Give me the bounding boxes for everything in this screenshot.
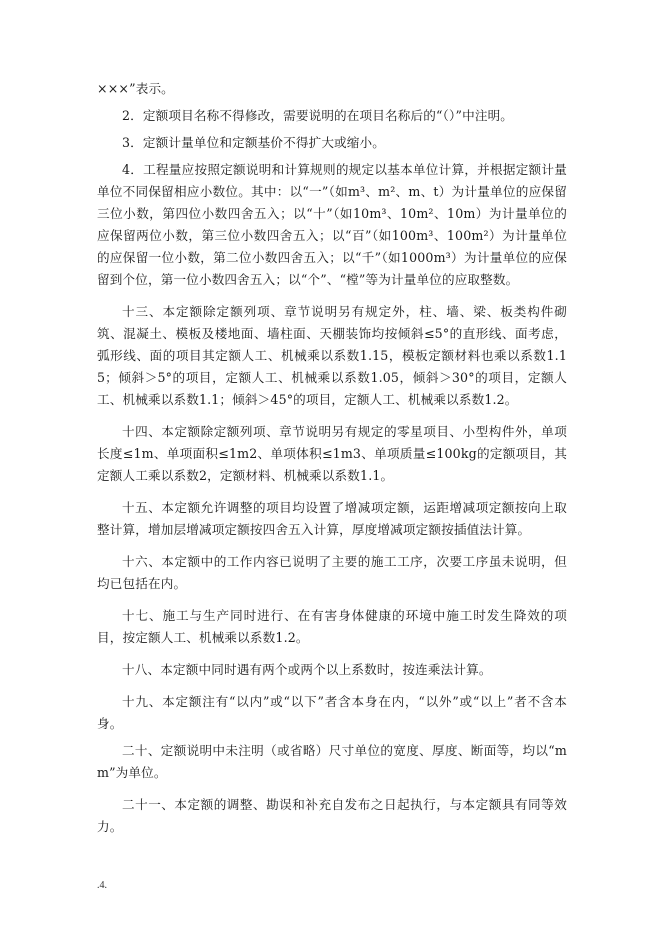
paragraph-section-19: 十九、本定额注有“以内”或“以下”者含本身在内，“以外”或“以上”者不含本身。 <box>97 694 567 731</box>
paragraph-section-20: 二十、定额说明中未注明（或省略）尺寸单位的宽度、厚度、断面等，均以“mm”为单位。 <box>97 743 567 780</box>
paragraph-item-2: 2．定额项目名称不得修改，需要说明的在项目名称后的“（）”中注明。 <box>122 108 514 123</box>
paragraph-section-15: 十五、本定额允许调整的项目均设置了增减项定额，运距增减项定额按向上取整计算，增加层增减项定额按四舍五入计算，厚度增减项定额按插值法计算。 <box>97 500 567 537</box>
page-number: .4. <box>97 880 107 891</box>
paragraph-section-21: 二十一、本定额的调整、勘误和补充自发布之日起执行，与本定额具有同等效力。 <box>97 797 567 834</box>
paragraph-section-13: 十三、本定额除定额列项、章节说明另有规定外，柱、墙、梁、板类构件砌筑、混凝土、模板及楼地面、墙柱面、天棚装饰均按倾斜≤5°的直形线、面考虑，弧形线、面的项目其定额人工、机械乘以系数1.15，模板定额材料也乘以系数1.15；倾斜＞5°的项目，定额人工、机械乘以系数1.05，倾斜＞30°的项目，定额人工、机械乘以系数1.1；倾斜＞45°的项目，定额人工、机械乘以系数1.2。 <box>97 304 567 407</box>
paragraph-item-3: 3．定额计量单位和定额基价不得扩大或缩小。 <box>122 135 386 150</box>
document-body <box>97 78 567 838</box>
paragraph-section-16: 十六、本定额中的工作内容已说明了主要的施工工序，次要工序虽未说明，但均已包括在内。 <box>97 554 567 591</box>
paragraph-continuation: ×××”表示。 <box>97 81 174 96</box>
paragraph-section-17: 十七、施工与生产同时进行、在有害身体健康的环境中施工时发生降效的项目，按定额人工、机械乘以系数1.2。 <box>97 608 567 645</box>
paragraph-section-14: 十四、本定额除定额列项、章节说明另有规定的零星项目、小型构件外，单项长度≤1m、单项面积≤1m2、单项体积≤1m3、单项质量≤100kg的定额项目，其定额人工乘以系数2，定额材料、机械乘以系数1.1。 <box>97 424 567 483</box>
paragraph-item-4: 4．工程量应按照定额说明和计算规则的规定以基本单位计算，并根据定额计量单位不同保留相应小数位。其中：以“一”（如m³、m²、m、t）为计量单位的应保留三位小数，第四位小数四舍五入；以“十”（如10m³、10m²、10m）为计量单位的应保留两位小数，第三位小数四舍五入；以“百”（如100m³、100m²）为计量单位的应保留一位小数，第二位小数四舍五入；以“千”（如1000m³）为计量单位的应保留到个位，第一位小数四舍五入；以“个”、“樘”等为计量单位的应取整数。 <box>97 162 567 287</box>
paragraph-section-18: 十八、本定额中同时遇有两个或两个以上系数时，按连乘法计算。 <box>122 662 492 677</box>
